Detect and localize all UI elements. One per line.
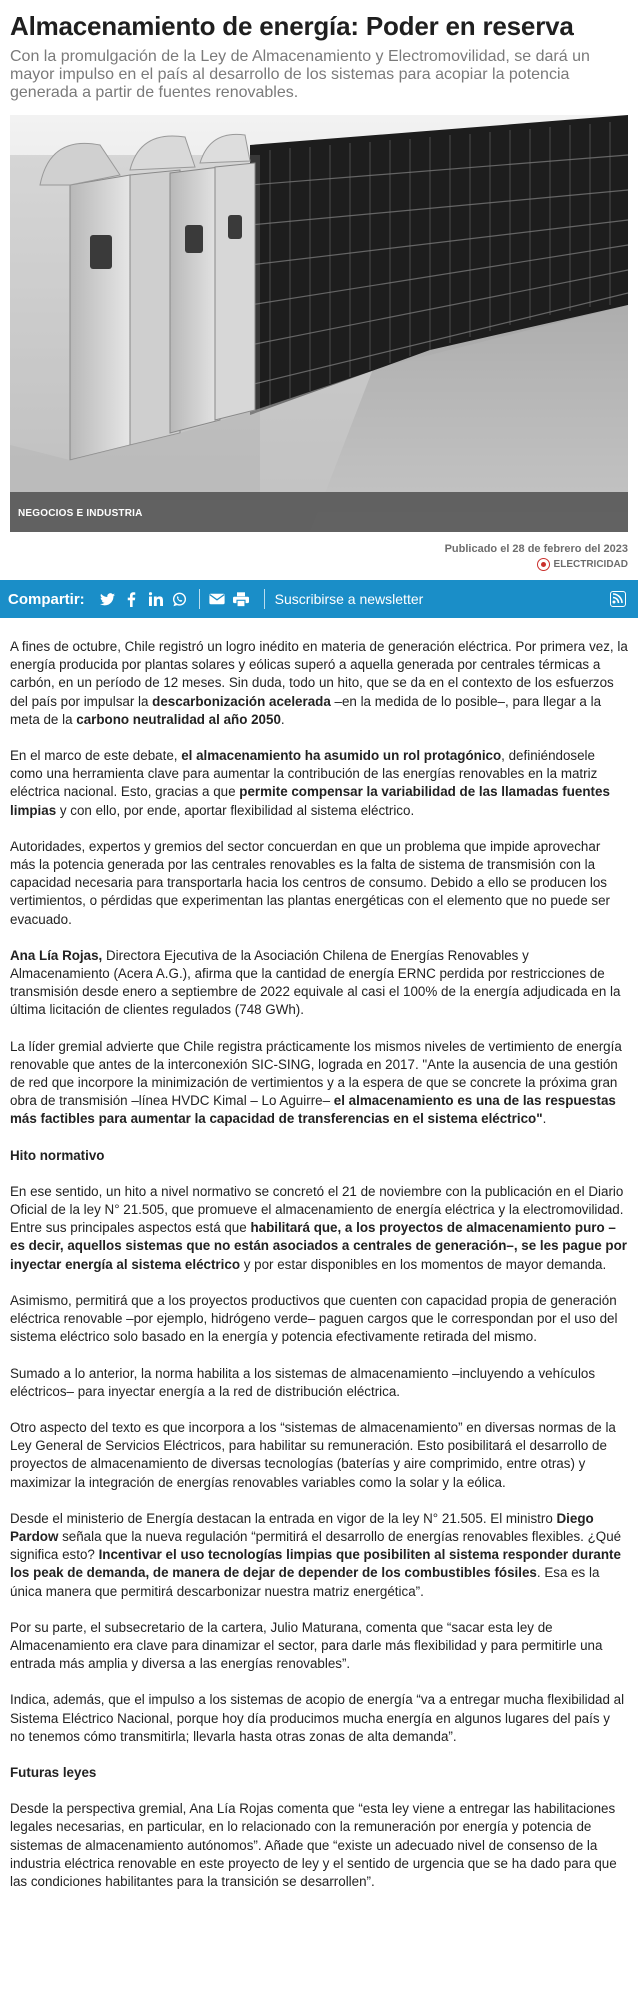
paragraph: Otro aspecto del texto es que incorpora a los “sistemas de almacenamiento” en diversas normas de la Ley General de Servicios Eléctricos, para habilitar su remuneración. Esto posibilitará el desarrollo de proyectos de almacenamiento de diversas tecnologías (baterías y aire comprimido, entre otras) y maximizar la integración de energías renovables variables como la solar y la eólica. bbox=[10, 1419, 616, 1490]
paragraph: Desde la perspectiva gremial, Ana Lía Rojas comenta que “esta ley viene a entregar las habilitaciones legales necesarias, en particular, en lo relacionado con la remuneración por energía y potencia de sistemas de almacenamiento autónomos”. Añade que “existe un adecuado nivel de consenso de la industria eléctrica renovable en este proyecto de ley y el sentido de urgencia que se ha dado para que las condiciones habilitantes para la transición se desarrollen”. bbox=[10, 1801, 617, 1889]
paragraph: Por su parte, el subsecretario de la cartera, Julio Maturana, comenta que “sacar esta ley de Almacenamiento era clave para dinamizar el sector, para darle más flexibilidad y para permitirle una entrada más amplia y diversa a las energías renovables”. bbox=[10, 1619, 603, 1672]
paragraph: Sumado a lo anterior, la norma habilita a los sistemas de almacenamiento –incluyendo a vehículos eléctricos– para inyectar energía a la red de distribución eléctrica. bbox=[10, 1365, 596, 1399]
section-heading: Hito normativo bbox=[10, 1147, 105, 1163]
tag-dot-icon bbox=[537, 558, 550, 571]
article-body bbox=[10, 638, 628, 1891]
category-tag[interactable] bbox=[10, 558, 628, 571]
whatsapp-icon[interactable] bbox=[171, 590, 189, 608]
share-label: Compartir: bbox=[8, 590, 85, 608]
article-meta bbox=[10, 543, 628, 571]
paragraph: Desde el ministerio de Energía destacan la entrada en vigor de la ley N° 21.505. El ministro Diego Pardow señala que la nueva regulación “permitirá el desarrollo de energías renovables flexibles. ¿Qué significa esto? Incentivar el uso tecnologías limpias que posibiliten al sistema responder durante los peak de demanda, de manera de dejar de depender de los combustibles fósiles. Esa es la única manera que permitirá descarbonizar nuestra matriz energética”. bbox=[10, 1510, 622, 1599]
email-icon[interactable] bbox=[208, 590, 226, 608]
twitter-icon[interactable] bbox=[99, 590, 117, 608]
share-bar bbox=[0, 580, 638, 618]
paragraph: Ana Lía Rojas, Directora Ejecutiva de la Asociación Chilena de Energías Renovables y Almacenamiento (Acera A.G.), afirma que la cantidad de energía ERNC perdida por restricciones de transmisión desde enero a septiembre de 2022 equivale al casi el 100% de la energía adjudicada en la última licitación de clientes regulados (748 GWh). bbox=[10, 947, 621, 1018]
paragraph: Asimismo, permitirá que a los proyectos productivos que cuenten con capacidad propia de generación eléctrica renovable –por ejemplo, hidrógeno verde– paguen cargos que le correspondan por el uso del sistema eléctrico solo basado en la energía y potencia efectivamente retirada del mismo. bbox=[10, 1292, 618, 1345]
category-tag-label: ELECTRICIDAD bbox=[553, 559, 628, 570]
battery-room-illustration bbox=[10, 115, 628, 532]
rss-icon[interactable] bbox=[610, 591, 626, 607]
publish-date: Publicado el 28 de febrero del 2023 bbox=[444, 543, 628, 555]
hero-category-label[interactable]: NEGOCIOS E INDUSTRIA bbox=[18, 508, 143, 519]
share-divider-2 bbox=[264, 589, 265, 609]
newsletter-link[interactable]: Suscribirse a newsletter bbox=[274, 591, 424, 607]
share-divider bbox=[199, 589, 200, 609]
paragraph: La líder gremial advierte que Chile registra prácticamente los mismos niveles de vertimiento de energía renovable que antes de la interconexión SIC-SING, lograda en 2017. "Ante la ausencia de una gestión de red que incorpore la minimización de vertimientos y a la espera de que se concrete la próxima gran obra de transmisión –línea HVDC Kimal – Lo Aguirre– el almacenamiento es una de las respuestas más factibles para aumentar la capacidad de transferencias en el sistema eléctrico". bbox=[10, 1038, 622, 1127]
paragraph: A fines de octubre, Chile registró un logro inédito en materia de generación eléctrica. Por primera vez, la energía producida por plantas solares y eólicas superó a aquella generada por centrales térmicas a carbón, en un período de 12 meses. Sin duda, todo un hito, que se da en el contexto de los esfuerzos del país por impulsar la descarbonización acelerada –en la medida de lo posible–, para llegar a la meta de la carbono neutralidad al año 2050. bbox=[10, 639, 628, 727]
paragraph: En ese sentido, un hito a nivel normativo se concretó el 21 de noviembre con la publicación en el Diario Oficial de la ley N° 21.505, que promueve el almacenamiento de energía eléctrica y la electromovilidad. Entre sus principales aspectos está que habilitará que, a los proyectos de almacenamiento puro –es decir, aquellos sistemas que no están asociados a centrales de generación–, se les pague por inyectar energía al sistema eléctrico y por estar disponibles en los momentos de mayor demanda. bbox=[10, 1183, 627, 1272]
facebook-icon[interactable] bbox=[123, 590, 141, 608]
print-icon[interactable] bbox=[232, 590, 250, 608]
hero-image bbox=[10, 115, 628, 532]
paragraph: Autoridades, expertos y gremios del sector concuerdan en que un problema que impide aprovechar más la potencia generada por las centrales renovables es la falta de sistema de transmisión con la capacidad necesaria para transportarla hacia los centros de consumo. Debido a ello se producen los vertimientos, o pérdidas que experimentan las plantas energéticas con el elemento que no puede ser evacuado. bbox=[10, 838, 610, 927]
paragraph: Indica, además, que el impulso a los sistemas de acopio de energía “va a entregar mucha flexibilidad al Sistema Eléctrico Nacional, porque hoy día producimos mucha energía en algunos lugares del país y no tenemos cómo transmitirla; llevarla hasta otras zonas de alta demanda”. bbox=[10, 1692, 625, 1744]
paragraph: En el marco de este debate, el almacenamiento ha asumido un rol protagónico, definiéndosele como una herramienta clave para aumentar la contribución de las energías renovables en la matriz eléctrica nacional. Esto, gracias a que permite compensar la variabilidad de las llamadas fuentes limpias y con ello, por ende, aportar flexibilidad al sistema eléctrico. bbox=[10, 748, 610, 818]
article-lead: Con la promulgación de la Ley de Almacenamiento y Electromovilidad, se dará un mayor impulso en el país al desarrollo de los sistemas para acopiar la potencia generada a partir de fuentes renovables. bbox=[10, 48, 590, 101]
section-heading: Futuras leyes bbox=[10, 1764, 97, 1780]
linkedin-icon[interactable] bbox=[147, 590, 165, 608]
article-title: Almacenamiento de energía: Poder en reserva bbox=[10, 11, 574, 41]
